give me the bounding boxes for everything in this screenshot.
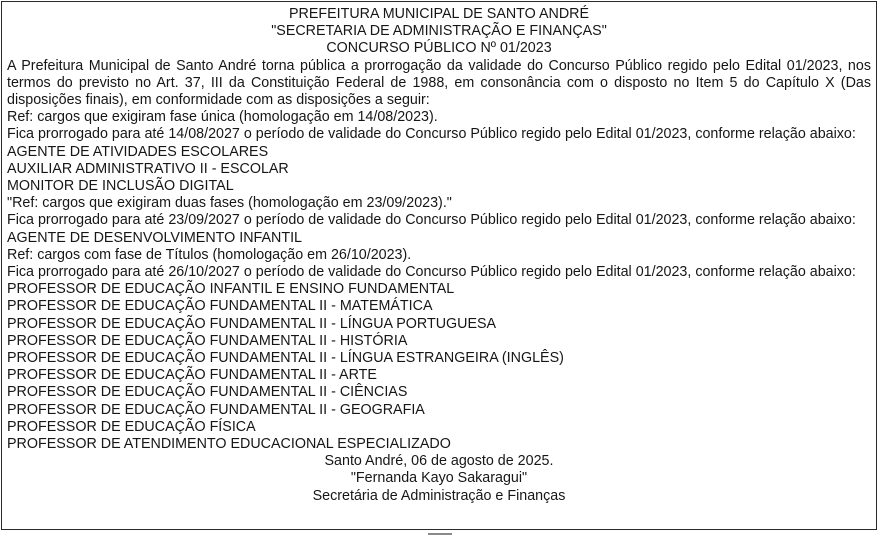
header-municipality: PREFEITURA MUNICIPAL DE SANTO ANDRÉ (288, 6, 590, 22)
section-3-ref: Ref: cargos com fase de Títulos (homologação em 26/10/2023). (7, 246, 412, 263)
position-item: PROFESSOR DE EDUCAÇÃO FUNDAMENTAL II - HISTÓRIA (7, 332, 408, 349)
public-notice (1, 1, 877, 530)
signer-role: Secretária de Administração e Finanças (312, 487, 566, 504)
position-item: PROFESSOR DE EDUCAÇÃO FUNDAMENTAL II - GEOGRAFIA (7, 401, 425, 418)
section-2-extension: Fica prorrogado para até 23/09/2027 o período de validade do Concurso Público regido pelo Edital 01/2023, conforme relação abaixo: (7, 212, 856, 229)
position-item: AUXILIAR ADMINISTRATIVO II - ESCOLAR (7, 160, 289, 177)
section-1-extension: Fica prorrogado para até 14/08/2027 o período de validade do Concurso Público regido pelo Edital 01/2023, conforme relação abaixo: (7, 126, 856, 143)
header-department: "SECRETARIA DE ADMINISTRAÇÃO E FINANÇAS" (271, 23, 607, 40)
section-2-ref: "Ref: cargos que exigiram duas fases (homologação em 23/09/2023)." (7, 195, 452, 212)
section-3-extension: Fica prorrogado para até 26/10/2027 o período de validade do Concurso Público regido pelo Edital 01/2023, conforme relação abaixo: (7, 264, 856, 281)
position-item: AGENTE DE DESENVOLVIMENTO INFANTIL (7, 229, 302, 246)
intro-paragraph: A Prefeitura Municipal de Santo André torna pública a prorrogação da validade do Concurso Público regido pelo Edital 01/2023, nos termos do previsto no Art. 37, III da Constituição Federal de 1988, em consonância com o disposto no Item 5 do Capítulo X (Das disposições finais), em conformidade com as disposições a seguir: (7, 57, 871, 109)
position-item: PROFESSOR DE EDUCAÇÃO FÍSICA (7, 418, 256, 435)
section-1-ref: Ref: cargos que exigiram fase única (homologação em 14/08/2023). (7, 109, 438, 126)
place-date: Santo André, 06 de agosto de 2025. (324, 453, 554, 470)
position-item: AGENTE DE ATIVIDADES ESCOLARES (7, 143, 269, 160)
position-item: PROFESSOR DE EDUCAÇÃO FUNDAMENTAL II - MATEMÁTICA (7, 298, 433, 315)
position-item: MONITOR DE INCLUSÃO DIGITAL (7, 178, 234, 195)
position-item: PROFESSOR DE EDUCAÇÃO FUNDAMENTAL II - LÍNGUA PORTUGUESA (7, 315, 497, 332)
position-item: PROFESSOR DE EDUCAÇÃO FUNDAMENTAL II - CIÊNCIAS (7, 384, 408, 401)
position-item: PROFESSOR DE ATENDIMENTO EDUCACIONAL ESPECIALIZADO (7, 436, 451, 453)
signer-name: "Fernanda Kayo Sakaragui" (350, 470, 528, 487)
position-item: PROFESSOR DE EDUCAÇÃO INFANTIL E ENSINO FUNDAMENTAL (7, 281, 455, 298)
position-item: PROFESSOR DE EDUCAÇÃO FUNDAMENTAL II - LÍNGUA ESTRANGEIRA (INGLÊS) (7, 350, 564, 367)
page-edge-mark (428, 533, 452, 535)
header-contest: CONCURSO PÚBLICO Nº 01/2023 (326, 40, 552, 57)
position-item: PROFESSOR DE EDUCAÇÃO FUNDAMENTAL II - ARTE (7, 367, 377, 384)
